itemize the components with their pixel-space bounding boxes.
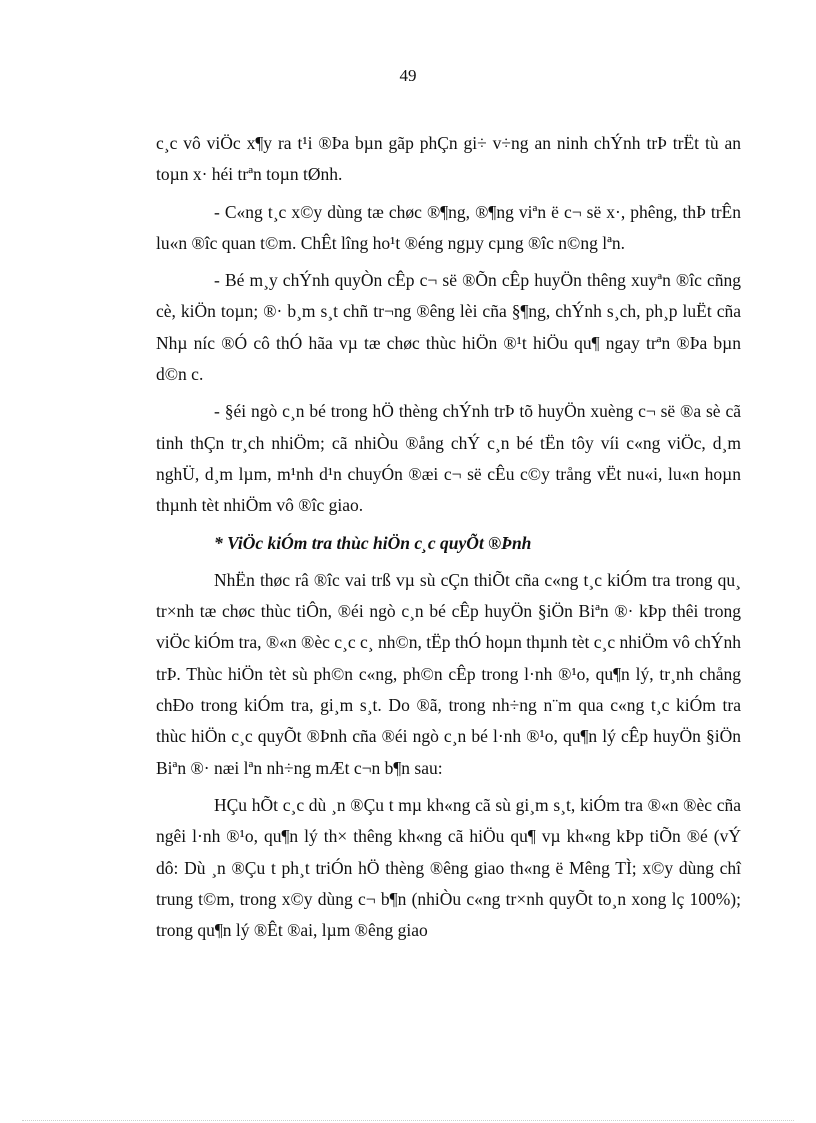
paragraph: - C«ng t¸c x©y dùng tæ chøc ®¶ng, ®¶ng viªn ë c¬ së x·, phêng, thÞ trÊn lu«n ®îc quan t©m. ChÊt lîng ho¹t ®éng ngµy cµng ®îc n©ng lªn. xyxy=(156,201,741,253)
page-number: 49 xyxy=(399,66,417,85)
paragraph: c¸c vô viÖc x¶y ra t¹i ®Þa bµn gãp phÇn gi÷ v÷ng an ninh chÝnh trÞ trËt tù an toµn x· héi trªn toµn tØnh. xyxy=(156,133,741,185)
paragraph: - §éi ngò c¸n bé trong hÖ thèng chÝnh trÞ tõ huyÖn xuèng c¬ së ®a sè cã tinh thÇn tr¸ch nhiÖm; cã nhiÒu ®ång chÝ c¸n bé tËn tôy víi c«ng viÖc, d¸m nghÜ, d¸m lµm, m¹nh d¹n chuyÓn ®æi c¬ së cÊu c©y trång vËt nu«i, lu«n hoµn thµnh tèt nhiÖm vô ®îc giao. xyxy=(156,401,741,516)
paragraph: HÇu hÕt c¸c dù ¸n ®Çu t mµ kh«ng cã sù gi¸m s¸t, kiÓm tra ®«n ®èc cña ngêi l·nh ®¹o, qu¶n lý th× thêng kh«ng cã hiÖu qu¶ vµ kh«ng kÞp tiÕn ®é (vÝ dô: Dù ¸n ®Çu t ph¸t triÓn hÖ thèng ®êng giao th«ng ë Mêng TÌ; x©y dùng chî trung t©m, trong x©y dùng c¬ b¶n (nhiÒu c«ng tr×nh quyÕt to¸n xong lç 100%); trong qu¶n lý ®Êt ®ai, lµm ®êng giao xyxy=(156,794,741,941)
document-body xyxy=(156,128,741,952)
page-bottom-divider xyxy=(22,1120,794,1121)
paragraph: - Bé m¸y chÝnh quyÒn cÊp c¬ së ®Õn cÊp huyÖn thêng xuyªn ®îc cñng cè, kiÖn toµn; ®· b¸m s¸t chñ tr¬ng ®êng lèi cña §¶ng, chÝnh s¸ch, ph¸p luËt cña Nhµ níc ®Ó cô thÓ hãa vµ tæ chøc thùc hiÖn ®¹t hiÖu qu¶ ngay trªn ®Þa bµn d©n c. xyxy=(156,270,741,385)
paragraph: NhËn thøc râ ®îc vai trß vµ sù cÇn thiÕt cña c«ng t¸c kiÓm tra trong qu¸ tr×nh tæ chøc thùc tiÔn, ®éi ngò c¸n bé cÊp huyÖn §iÖn Biªn ®· kÞp thêi trong viÖc kiÓm tra, ®«n ®èc c¸c c¸ nh©n, tËp thÓ hoµn thµnh tèt c¸c nhiÖm vô chÝnh trÞ. Thùc hiÖn tèt sù ph©n c«ng, ph©n cÊp trong l·nh ®¹o, qu¶n lý, tr¸nh chång chÐo trong kiÓm tra, gi¸m s¸t. Do ®ã, trong nh÷ng n¨m qua c«ng t¸c kiÓm tra thùc hiÖn c¸c quyÕt ®Þnh cña ®éi ngò c¸n bé l·nh ®¹o, qu¶n lý cÊp huyÖn §iÖn Biªn ®· næi lªn nh÷ng mÆt c¬n b¶n sau: xyxy=(156,569,741,778)
section-heading: * ViÖc kiÓm tra thùc hiÖn c¸c quyÕt ®Þnh xyxy=(214,532,532,553)
